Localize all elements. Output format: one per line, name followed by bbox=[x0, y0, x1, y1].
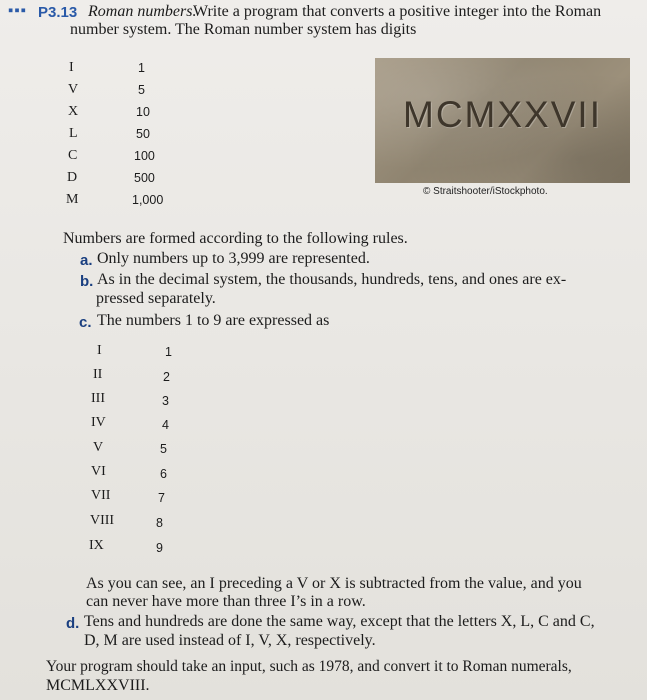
nine-value: 3 bbox=[162, 394, 169, 408]
digit-value: 1 bbox=[138, 61, 145, 75]
digit-roman: X bbox=[68, 104, 79, 119]
digit-roman: V bbox=[68, 82, 79, 97]
digit-roman: L bbox=[69, 126, 78, 141]
digit-roman: M bbox=[66, 192, 79, 207]
digit-value: 1,000 bbox=[132, 193, 164, 207]
rule-d-text-2: D, M are used instead of I, V, X, respectively. bbox=[84, 632, 376, 649]
photo-inscription-text: MCMXXVII bbox=[403, 94, 602, 135]
problem-title: Roman numbers. bbox=[88, 3, 197, 20]
digit-roman: I bbox=[69, 60, 74, 75]
intro-line-2: number system. The Roman number system has digits bbox=[70, 21, 417, 38]
nine-roman: VI bbox=[91, 464, 106, 479]
intro-line-1: Write a program that converts a positive integer into the Roman bbox=[193, 3, 602, 20]
difficulty-dots-icon: ▪▪▪ bbox=[8, 3, 27, 19]
rule-d-label: d. bbox=[66, 615, 80, 632]
closing-line-1: Your program should take an input, such as 1978, and convert it to Roman numerals, bbox=[46, 658, 572, 675]
nine-roman: II bbox=[93, 367, 103, 382]
rule-a-text: Only numbers up to 3,999 are represented. bbox=[97, 250, 370, 267]
nine-value: 4 bbox=[162, 418, 169, 432]
photo-credit: © Straitshooter/iStockphoto. bbox=[423, 186, 548, 197]
closing-line-2: MCMLXXVIII. bbox=[46, 677, 150, 694]
nine-value: 2 bbox=[163, 370, 170, 384]
subtraction-note-line-1: As you can see, an I preceding a V or X is subtracted from the value, and you bbox=[86, 575, 582, 592]
digit-value: 100 bbox=[134, 149, 155, 163]
digit-roman: C bbox=[68, 148, 78, 163]
nine-roman: IV bbox=[91, 415, 106, 430]
nine-roman: V bbox=[93, 440, 104, 455]
digit-value: 10 bbox=[136, 105, 150, 119]
subtraction-note-line-2: can never have more than three I’s in a row. bbox=[86, 593, 366, 610]
nine-value: 6 bbox=[160, 467, 167, 481]
problem-number: P3.13 bbox=[38, 4, 78, 21]
digit-value: 500 bbox=[134, 171, 155, 185]
nine-value: 5 bbox=[160, 442, 167, 456]
rule-b-label: b. bbox=[80, 273, 94, 290]
rule-d-text-1: Tens and hundreds are done the same way, except that the letters X, L, C and C, bbox=[84, 613, 595, 630]
stone-inscription-photo bbox=[375, 58, 630, 183]
nine-roman: IX bbox=[89, 538, 104, 553]
nine-roman: VIII bbox=[90, 513, 115, 528]
rule-c-label: c. bbox=[79, 314, 92, 331]
digit-value: 5 bbox=[138, 83, 145, 97]
nine-roman: VII bbox=[91, 488, 111, 503]
nine-value: 9 bbox=[156, 541, 163, 555]
nine-value: 8 bbox=[156, 516, 163, 530]
rule-a-label: a. bbox=[80, 252, 93, 269]
nine-roman: I bbox=[97, 343, 102, 358]
rules-intro: Numbers are formed according to the following rules. bbox=[63, 230, 408, 247]
digit-value: 50 bbox=[136, 127, 150, 141]
nine-value: 7 bbox=[158, 491, 165, 505]
nine-value: 1 bbox=[165, 345, 172, 359]
digit-roman: D bbox=[67, 170, 78, 185]
rule-b-text-1: As in the decimal system, the thousands, hundreds, tens, and ones are ex- bbox=[97, 271, 567, 288]
rule-c-text: The numbers 1 to 9 are expressed as bbox=[97, 312, 330, 329]
nine-roman: III bbox=[91, 391, 105, 406]
rule-b-text-2: pressed separately. bbox=[96, 290, 216, 307]
